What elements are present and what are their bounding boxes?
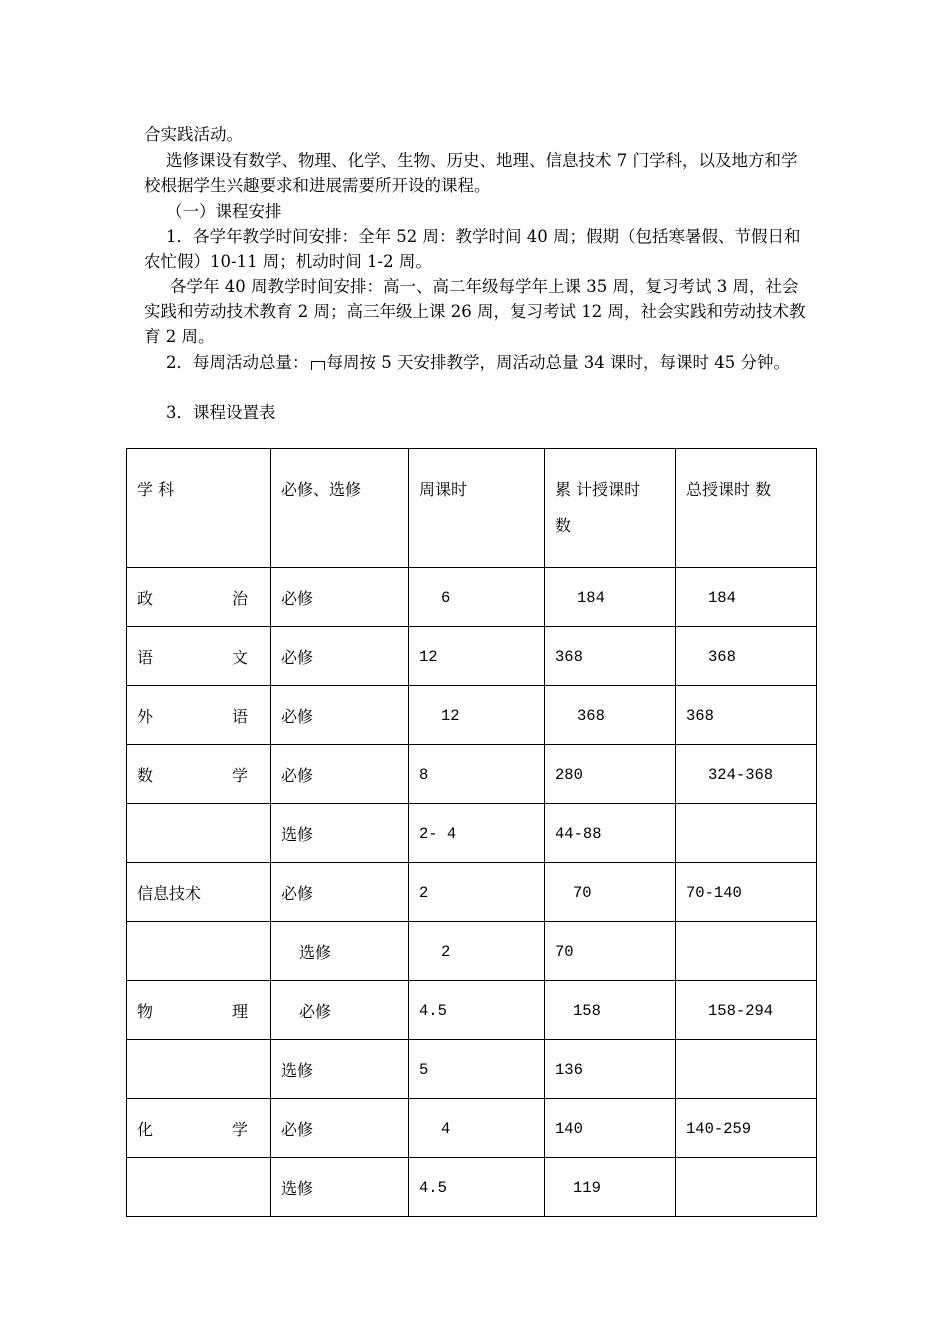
table-row xyxy=(127,922,817,981)
section-heading-course-table: 3．课程设置表 xyxy=(166,403,276,422)
cell-total-hours xyxy=(676,1099,817,1158)
cell-weekly-hours xyxy=(409,863,545,922)
cell-total-hours-text: 324-368 xyxy=(708,766,774,784)
cell-weekly-hours-text: 12 xyxy=(419,648,438,666)
cell-subject xyxy=(127,1158,271,1217)
table-header-row xyxy=(127,449,817,568)
cell-subject xyxy=(127,981,271,1040)
subject-text: 学 xyxy=(231,765,248,785)
cell-type xyxy=(271,981,409,1040)
table-row xyxy=(127,1099,817,1158)
cell-type-text: 选修 xyxy=(299,942,332,962)
cell-subject xyxy=(127,1099,271,1158)
header-type: 必修、选修 xyxy=(271,449,409,568)
cell-cumulative-hours xyxy=(545,981,676,1040)
cell-total-hours xyxy=(676,568,817,627)
cell-total-hours xyxy=(676,745,817,804)
cell-cumulative-hours-text: 70 xyxy=(555,943,574,961)
cell-cumulative-hours xyxy=(545,1099,676,1158)
cell-weekly-hours xyxy=(409,627,545,686)
cell-cumulative-hours-text: 368 xyxy=(555,648,583,666)
cell-total-hours-text: 368 xyxy=(708,648,736,666)
cell-cumulative-hours xyxy=(545,627,676,686)
cell-cumulative-hours-text: 184 xyxy=(577,589,605,607)
table-row xyxy=(127,981,817,1040)
paragraph-teaching-time: 1．各学年教学时间安排：全年 52 周：教学时间 40 周；假期（包括寒暑假、节假日和农忙假）10-11 周；机动时间 1-2 周。 xyxy=(144,227,801,271)
cell-type-text: 选修 xyxy=(281,1060,314,1080)
cell-cumulative-hours-text: 280 xyxy=(555,766,583,784)
cell-weekly-hours xyxy=(409,1158,545,1217)
cell-cumulative-hours xyxy=(545,922,676,981)
cell-total-hours-text: 368 xyxy=(686,707,714,725)
cell-weekly-hours xyxy=(409,1040,545,1099)
cell-cumulative-hours xyxy=(545,1158,676,1217)
cell-subject xyxy=(127,745,271,804)
cell-cumulative-hours xyxy=(545,863,676,922)
paragraph-weekly-arrangement: 各学年 40 周教学时间安排：高一、高二年级每学年上课 35 周，复习考试 3 周，社会实践和劳动技术教育 2 周；高三年级上课 26 周，复习考试 12 周，社会实践和劳动技术教育 2 周。 xyxy=(144,277,806,346)
cell-cumulative-hours xyxy=(545,1040,676,1099)
cell-weekly-hours xyxy=(409,981,545,1040)
cell-weekly-hours-text: 2 xyxy=(419,884,429,902)
weekly-activity-label: 2．每周活动总量： xyxy=(166,353,309,372)
cell-type xyxy=(271,745,409,804)
cell-cumulative-hours-text: 44-88 xyxy=(555,825,602,843)
subject-text: 物 xyxy=(137,1001,154,1021)
cell-subject xyxy=(127,804,271,863)
weekly-activity-text: 每周按 5 天安排教学，周活动总量 34 课时，每课时 45 分钟。 xyxy=(326,353,790,372)
paragraph-continuation: 合实践活动。 xyxy=(144,125,243,144)
cell-cumulative-hours-text: 368 xyxy=(577,707,605,725)
cell-total-hours xyxy=(676,981,817,1040)
cell-subject xyxy=(127,922,271,981)
cell-cumulative-hours xyxy=(545,804,676,863)
cell-type-text: 必修 xyxy=(281,647,314,667)
subject-text: 理 xyxy=(231,1001,248,1021)
cell-subject xyxy=(127,1040,271,1099)
cell-type xyxy=(271,922,409,981)
cell-weekly-hours xyxy=(409,568,545,627)
cell-cumulative-hours-text: 119 xyxy=(573,1179,601,1197)
header-total-hours: 总授课时 数 xyxy=(676,449,817,568)
header-cumulative-hours: 累 计授课时 数 xyxy=(545,449,676,568)
cell-weekly-hours xyxy=(409,1099,545,1158)
cell-type-text: 选修 xyxy=(281,1178,314,1198)
subject-text: 文 xyxy=(231,647,248,667)
cell-cumulative-hours-text: 70 xyxy=(573,884,592,902)
cell-weekly-hours-text: 6 xyxy=(441,589,451,607)
cell-type-text: 选修 xyxy=(281,824,314,844)
subject-text: 治 xyxy=(231,588,248,608)
cell-type-text: 必修 xyxy=(281,765,314,785)
subject-text: 语 xyxy=(231,706,248,726)
table-row xyxy=(127,863,817,922)
cell-type-text: 必修 xyxy=(281,588,314,608)
cell-total-hours xyxy=(676,863,817,922)
text-cursor-mark xyxy=(311,361,325,370)
subject-text: 数 xyxy=(137,765,154,785)
table-row xyxy=(127,1040,817,1099)
cell-cumulative-hours xyxy=(545,745,676,804)
cell-subject xyxy=(127,627,271,686)
table-row xyxy=(127,745,817,804)
cell-cumulative-hours-text: 136 xyxy=(555,1061,583,1079)
cell-total-hours-text: 140-259 xyxy=(686,1120,752,1138)
paragraph-elective-courses: 选修课设有数学、物理、化学、生物、历史、地理、信息技术 7 门学科，以及地方和学校根据学生兴趣要求和进展需要所开设的课程。 xyxy=(144,151,798,195)
cell-total-hours-text: 158-294 xyxy=(708,1002,774,1020)
subject-text: 信息技术 xyxy=(137,883,202,903)
cell-cumulative-hours-text: 140 xyxy=(555,1120,583,1138)
subject-text: 外 xyxy=(137,706,154,726)
cell-type xyxy=(271,568,409,627)
cell-type xyxy=(271,1099,409,1158)
cell-type xyxy=(271,1158,409,1217)
header-subject: 学 科 xyxy=(127,449,271,568)
cell-subject xyxy=(127,686,271,745)
cell-weekly-hours xyxy=(409,745,545,804)
header-weekly-hours: 周课时 xyxy=(409,449,545,568)
cell-weekly-hours-text: 4.5 xyxy=(419,1002,447,1020)
course-table xyxy=(126,448,817,1217)
cell-type-text: 必修 xyxy=(281,1119,314,1139)
paragraph-weekly-activity xyxy=(144,350,812,375)
cell-total-hours-text: 184 xyxy=(708,589,736,607)
cell-total-hours xyxy=(676,922,817,981)
cell-weekly-hours-text: 4.5 xyxy=(419,1179,447,1197)
cell-type xyxy=(271,1040,409,1099)
table-row xyxy=(127,686,817,745)
cell-type-text: 必修 xyxy=(281,706,314,726)
cell-total-hours xyxy=(676,686,817,745)
cell-total-hours-text: 70-140 xyxy=(686,884,742,902)
subject-text: 政 xyxy=(137,588,154,608)
cell-total-hours xyxy=(676,804,817,863)
cell-subject xyxy=(127,568,271,627)
table-row xyxy=(127,627,817,686)
subject-text: 语 xyxy=(137,647,154,667)
cell-weekly-hours xyxy=(409,804,545,863)
cell-type-text: 必修 xyxy=(281,883,314,903)
table-row xyxy=(127,804,817,863)
table-row xyxy=(127,1158,817,1217)
cell-weekly-hours-text: 8 xyxy=(419,766,429,784)
table-row xyxy=(127,568,817,627)
cell-weekly-hours-text: 2 xyxy=(441,943,451,961)
cell-type xyxy=(271,863,409,922)
cell-weekly-hours-text: 2- 4 xyxy=(419,825,457,843)
cell-cumulative-hours xyxy=(545,568,676,627)
cell-subject xyxy=(127,863,271,922)
cell-weekly-hours xyxy=(409,686,545,745)
subject-text: 化 xyxy=(137,1119,154,1139)
cell-total-hours xyxy=(676,627,817,686)
cell-weekly-hours xyxy=(409,922,545,981)
cell-type xyxy=(271,804,409,863)
cell-weekly-hours-text: 5 xyxy=(419,1061,429,1079)
cell-total-hours xyxy=(676,1040,817,1099)
cell-type xyxy=(271,627,409,686)
subject-text: 学 xyxy=(231,1119,248,1139)
section-heading-course-arrangement: （一）课程安排 xyxy=(166,202,282,221)
cell-type-text: 必修 xyxy=(299,1001,332,1021)
cell-cumulative-hours xyxy=(545,686,676,745)
cell-weekly-hours-text: 12 xyxy=(441,707,460,725)
cell-total-hours xyxy=(676,1158,817,1217)
cell-weekly-hours-text: 4 xyxy=(441,1120,451,1138)
cell-type xyxy=(271,686,409,745)
cell-cumulative-hours-text: 158 xyxy=(573,1002,601,1020)
